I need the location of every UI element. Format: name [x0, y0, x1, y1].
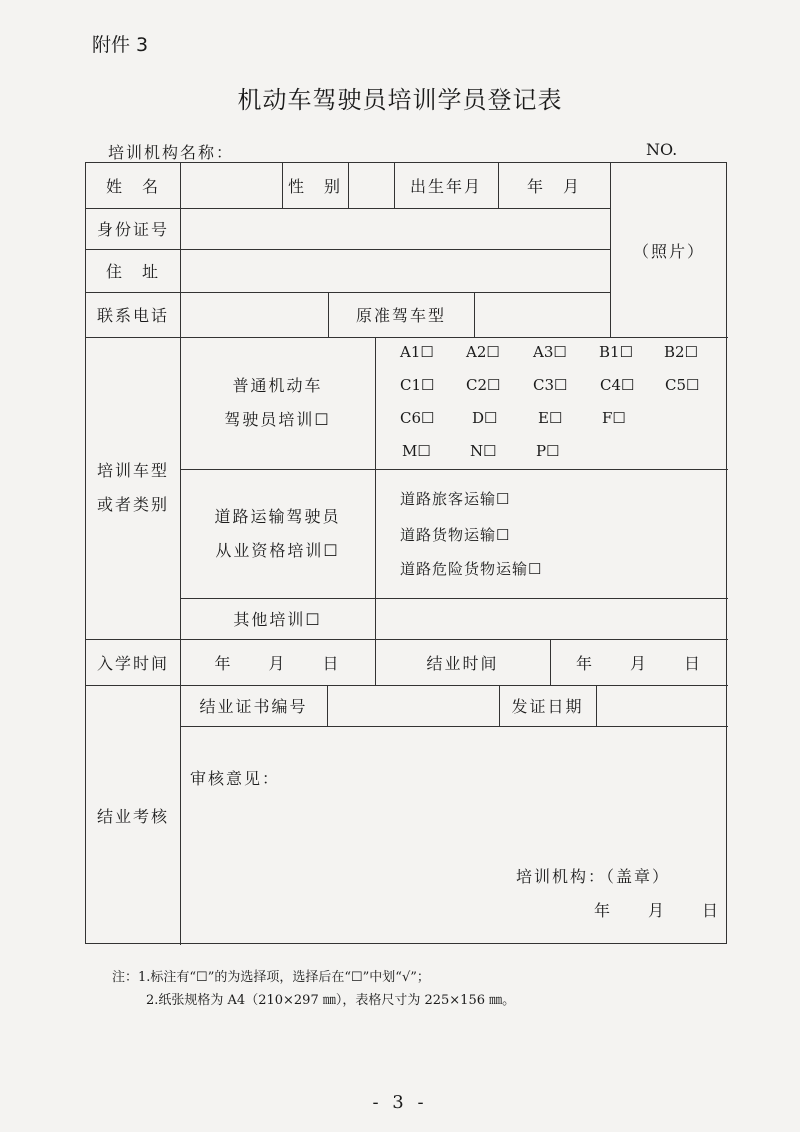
review-opinion-label: 审核意见：	[190, 768, 281, 788]
certificate-number-label: 结业证书编号	[199, 697, 308, 716]
certificate-number-field[interactable]	[327, 685, 499, 726]
class-d-checkbox[interactable]: D☐	[472, 409, 498, 427]
training-section-label	[86, 337, 180, 639]
name-field[interactable]	[181, 163, 282, 208]
freight-transport-checkbox[interactable]: 道路货物运输☐	[400, 526, 511, 544]
class-c6-checkbox[interactable]: C6☐	[400, 409, 435, 427]
address-label: 住 址	[105, 262, 160, 281]
photo-box: （照片）	[632, 241, 705, 261]
road-transport-training-option[interactable]	[180, 469, 375, 598]
other-training-option[interactable]: 其他培训☐	[233, 610, 322, 629]
class-e-checkbox[interactable]: E☐	[538, 409, 563, 427]
gender-field[interactable]	[348, 163, 394, 208]
training-section-line2: 或者类别	[96, 495, 169, 514]
note-line-2: 2.纸张规格为 A4（210×297 ㎜），表格尺寸为 225×156 ㎜。	[146, 993, 516, 1008]
ordinary-driver-line1: 普通机动车	[232, 376, 323, 395]
class-m-checkbox[interactable]: M☐	[402, 442, 431, 460]
id-number-label: 身份证号	[96, 220, 169, 239]
attachment-label: 附件 3	[92, 34, 149, 56]
completion-assessment-label: 结业考核	[96, 806, 169, 826]
class-p-checkbox[interactable]: P☐	[536, 442, 560, 460]
class-c2-checkbox[interactable]: C2☐	[466, 376, 501, 394]
phone-label: 联系电话	[96, 306, 169, 325]
enrollment-date-field[interactable]: 年 月 日	[214, 653, 341, 673]
enrollment-date-label: 入学时间	[96, 653, 169, 673]
completion-date-label: 结业时间	[426, 653, 499, 673]
ordinary-driver-training-option[interactable]	[180, 337, 375, 469]
issue-date-label: 发证日期	[511, 697, 584, 716]
class-c1-checkbox[interactable]: C1☐	[400, 376, 435, 394]
birth-field[interactable]: 年 月	[526, 177, 581, 196]
form-number-label: NO.	[646, 140, 678, 159]
issue-date-field[interactable]	[596, 685, 728, 726]
address-field[interactable]	[181, 249, 610, 292]
class-a1-checkbox[interactable]: A1☐	[400, 343, 434, 361]
dangerous-goods-checkbox[interactable]: 道路危险货物运输☐	[400, 560, 543, 578]
road-transport-line2: 从业资格培训☐	[215, 540, 340, 560]
gender-label: 性 别	[287, 177, 342, 196]
original-license-field[interactable]	[474, 292, 610, 337]
completion-date-field[interactable]: 年 月 日	[575, 653, 702, 673]
class-a2-checkbox[interactable]: A2☐	[466, 343, 500, 361]
original-license-label: 原准驾车型	[355, 306, 446, 325]
training-section-line1: 培训车型	[96, 461, 169, 480]
class-b2-checkbox[interactable]: B2☐	[664, 343, 699, 361]
institution-label: 培训机构名称：	[108, 143, 235, 162]
note-line-1: 注：1.标注有“☐”的为选择项，选择后在“☐”中划“√”；	[112, 970, 430, 985]
class-c4-checkbox[interactable]: C4☐	[600, 376, 635, 394]
institution-stamp-label: 培训机构：（盖章）	[516, 866, 671, 886]
class-b1-checkbox[interactable]: B1☐	[599, 343, 634, 361]
class-c3-checkbox[interactable]: C3☐	[533, 376, 568, 394]
stamp-date: 年 月 日	[594, 900, 721, 920]
form-title: 机动车驾驶员培训学员登记表	[237, 86, 563, 114]
birth-label: 出生年月	[409, 177, 482, 196]
registration-table	[85, 162, 727, 944]
class-c5-checkbox[interactable]: C5☐	[665, 376, 700, 394]
id-number-field[interactable]	[181, 208, 610, 249]
name-label: 姓 名	[105, 177, 160, 196]
road-transport-line1: 道路运输驾驶员	[214, 506, 341, 526]
other-training-field[interactable]	[376, 598, 728, 639]
passenger-transport-checkbox[interactable]: 道路旅客运输☐	[400, 490, 511, 508]
page-number: - 3 -	[372, 1092, 428, 1113]
class-a3-checkbox[interactable]: A3☐	[533, 343, 567, 361]
class-f-checkbox[interactable]: F☐	[602, 409, 626, 427]
phone-field[interactable]	[181, 292, 328, 337]
ordinary-driver-line2: 驾驶员培训☐	[224, 410, 331, 429]
class-n-checkbox[interactable]: N☐	[470, 442, 497, 460]
